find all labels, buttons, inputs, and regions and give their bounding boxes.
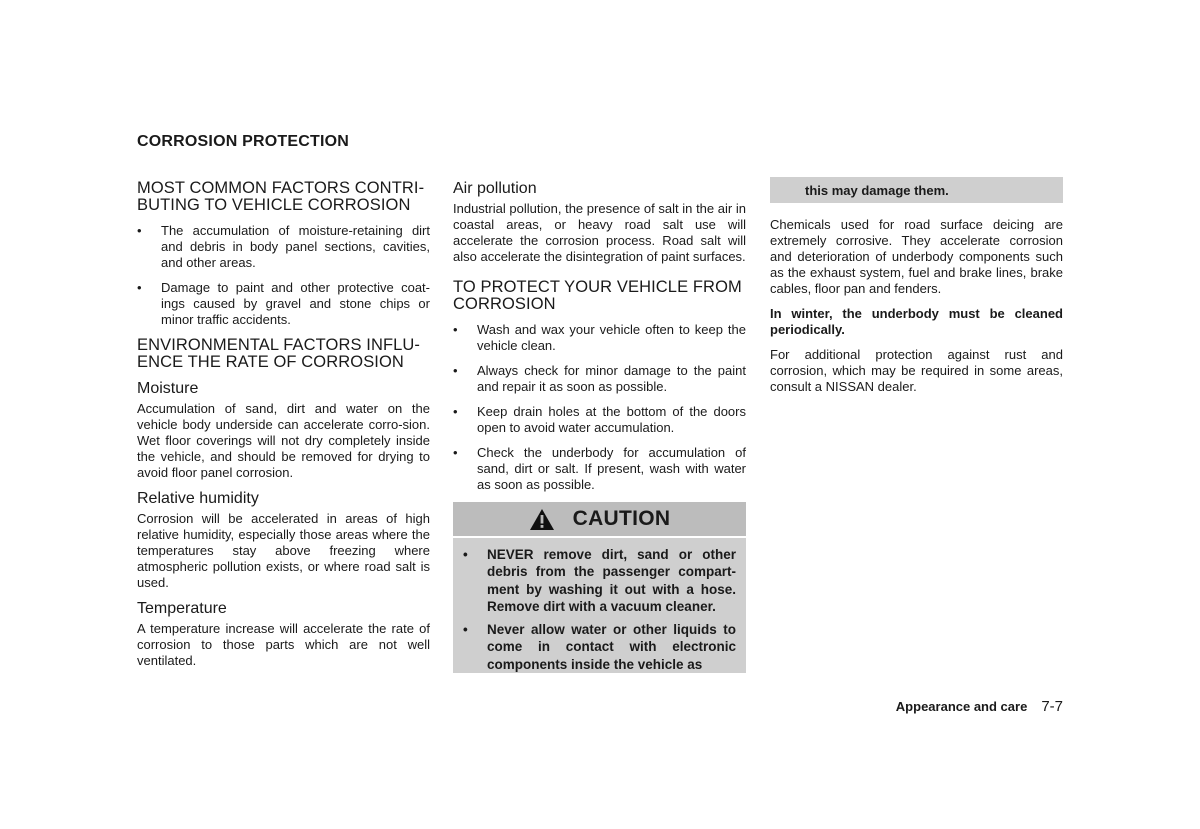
heading-temperature: Temperature: [137, 600, 227, 617]
bullet-icon: •: [137, 223, 142, 238]
bullet-icon: •: [453, 363, 458, 378]
column-left: [137, 180, 430, 678]
caution-box: [453, 502, 746, 673]
protect-list: [453, 322, 746, 493]
heading-protect-vehicle: TO PROTECT YOUR VEHICLE FROM CORROSION: [453, 278, 742, 313]
heading-relative-humidity: Relative humidity: [137, 490, 259, 507]
bullet-icon: •: [453, 322, 458, 337]
column-middle: [453, 180, 746, 679]
caution-continued: this may damage them.: [770, 177, 1063, 203]
caution-body: [453, 538, 746, 673]
caution-header: [453, 502, 746, 538]
paragraph-winter: In winter, the underbody must be cleaned periodically.: [770, 306, 1063, 337]
bullet-icon: •: [463, 547, 468, 562]
caution-label: CAUTION: [572, 507, 671, 530]
page-footer: [896, 698, 1063, 715]
bullet-icon: •: [463, 622, 468, 638]
paragraph-air-pollution: Industrial pollution, the presence of salt in the air in coastal areas, or heavy road salt use will accelerate the corrosion process. Road salt will also accelerate the disintegration of paint surfaces.: [453, 201, 746, 264]
heading-environmental-factors: ENVIRONMENTAL FACTORS INFLU-ENCE THE RATE OF CORROSION: [137, 336, 421, 371]
bullet-icon: •: [453, 404, 458, 419]
list-item: • Damage to paint and other protective coat-ings caused by gravel and stone chips or minor traffic accidents.: [137, 280, 430, 327]
list-item: • NEVER remove dirt, sand or other debris from the passenger compart-ment by washing it out with a hose. Remove dirt with a vacuum cleaner.: [463, 547, 736, 614]
common-factors-list: [137, 223, 430, 328]
column-right: [770, 177, 1063, 404]
paragraph-additional-protection: For additional protection against rust and corrosion, which may be required in some areas, consult a NISSAN dealer.: [770, 347, 1063, 394]
bullet-icon: •: [137, 280, 142, 295]
heading-common-factors: MOST COMMON FACTORS CONTRI-BUTING TO VEHICLE CORROSION: [137, 179, 425, 214]
heading-air-pollution: Air pollution: [453, 180, 537, 197]
paragraph-relative-humidity: Corrosion will be accelerated in areas of high relative humidity, especially those areas where the temperatures stay above freezing where atmospheric pollution exists, or where road salt is used.: [137, 511, 430, 590]
paragraph-temperature: A temperature increase will accelerate the rate of corrosion to those parts which are not well ventilated.: [137, 621, 430, 668]
chapter-title: Appearance and care: [895, 699, 1028, 714]
list-item: • Keep drain holes at the bottom of the doors open to avoid water accumulation.: [453, 404, 746, 435]
list-item: • Never allow water or other liquids to come in contact with electronic components inside the vehicle as: [463, 622, 736, 672]
list-item: • Always check for minor damage to the paint and repair it as soon as possible.: [453, 363, 746, 394]
list-item: • The accumulation of moisture-retaining dirt and debris in body panel sections, cavities, and other areas.: [137, 223, 430, 270]
list-item: • Wash and wax your vehicle often to keep the vehicle clean.: [453, 322, 746, 353]
paragraph-moisture: Accumulation of sand, dirt and water on the vehicle body underside can accelerate corro-sion. Wet floor coverings will not dry completely inside the vehicle, and should be removed for drying to avoid floor panel corrosion.: [137, 401, 430, 480]
page-number: 7-7: [1041, 698, 1063, 715]
warning-triangle-icon: [529, 508, 555, 531]
list-item: • Check the underbody for accumulation of sand, dirt or salt. If present, wash with water as soon as possible.: [453, 445, 746, 492]
heading-moisture: Moisture: [137, 380, 199, 397]
paragraph-chemicals: Chemicals used for road surface deicing are extremely corrosive. They accelerate corrosion and deterioration of underbody components such as the exhaust system, fuel and brake lines, brake cables, floor pan and fenders.: [770, 217, 1063, 296]
bullet-icon: •: [453, 445, 458, 460]
section-title: CORROSION PROTECTION: [137, 133, 350, 150]
caution-list: [463, 546, 736, 673]
